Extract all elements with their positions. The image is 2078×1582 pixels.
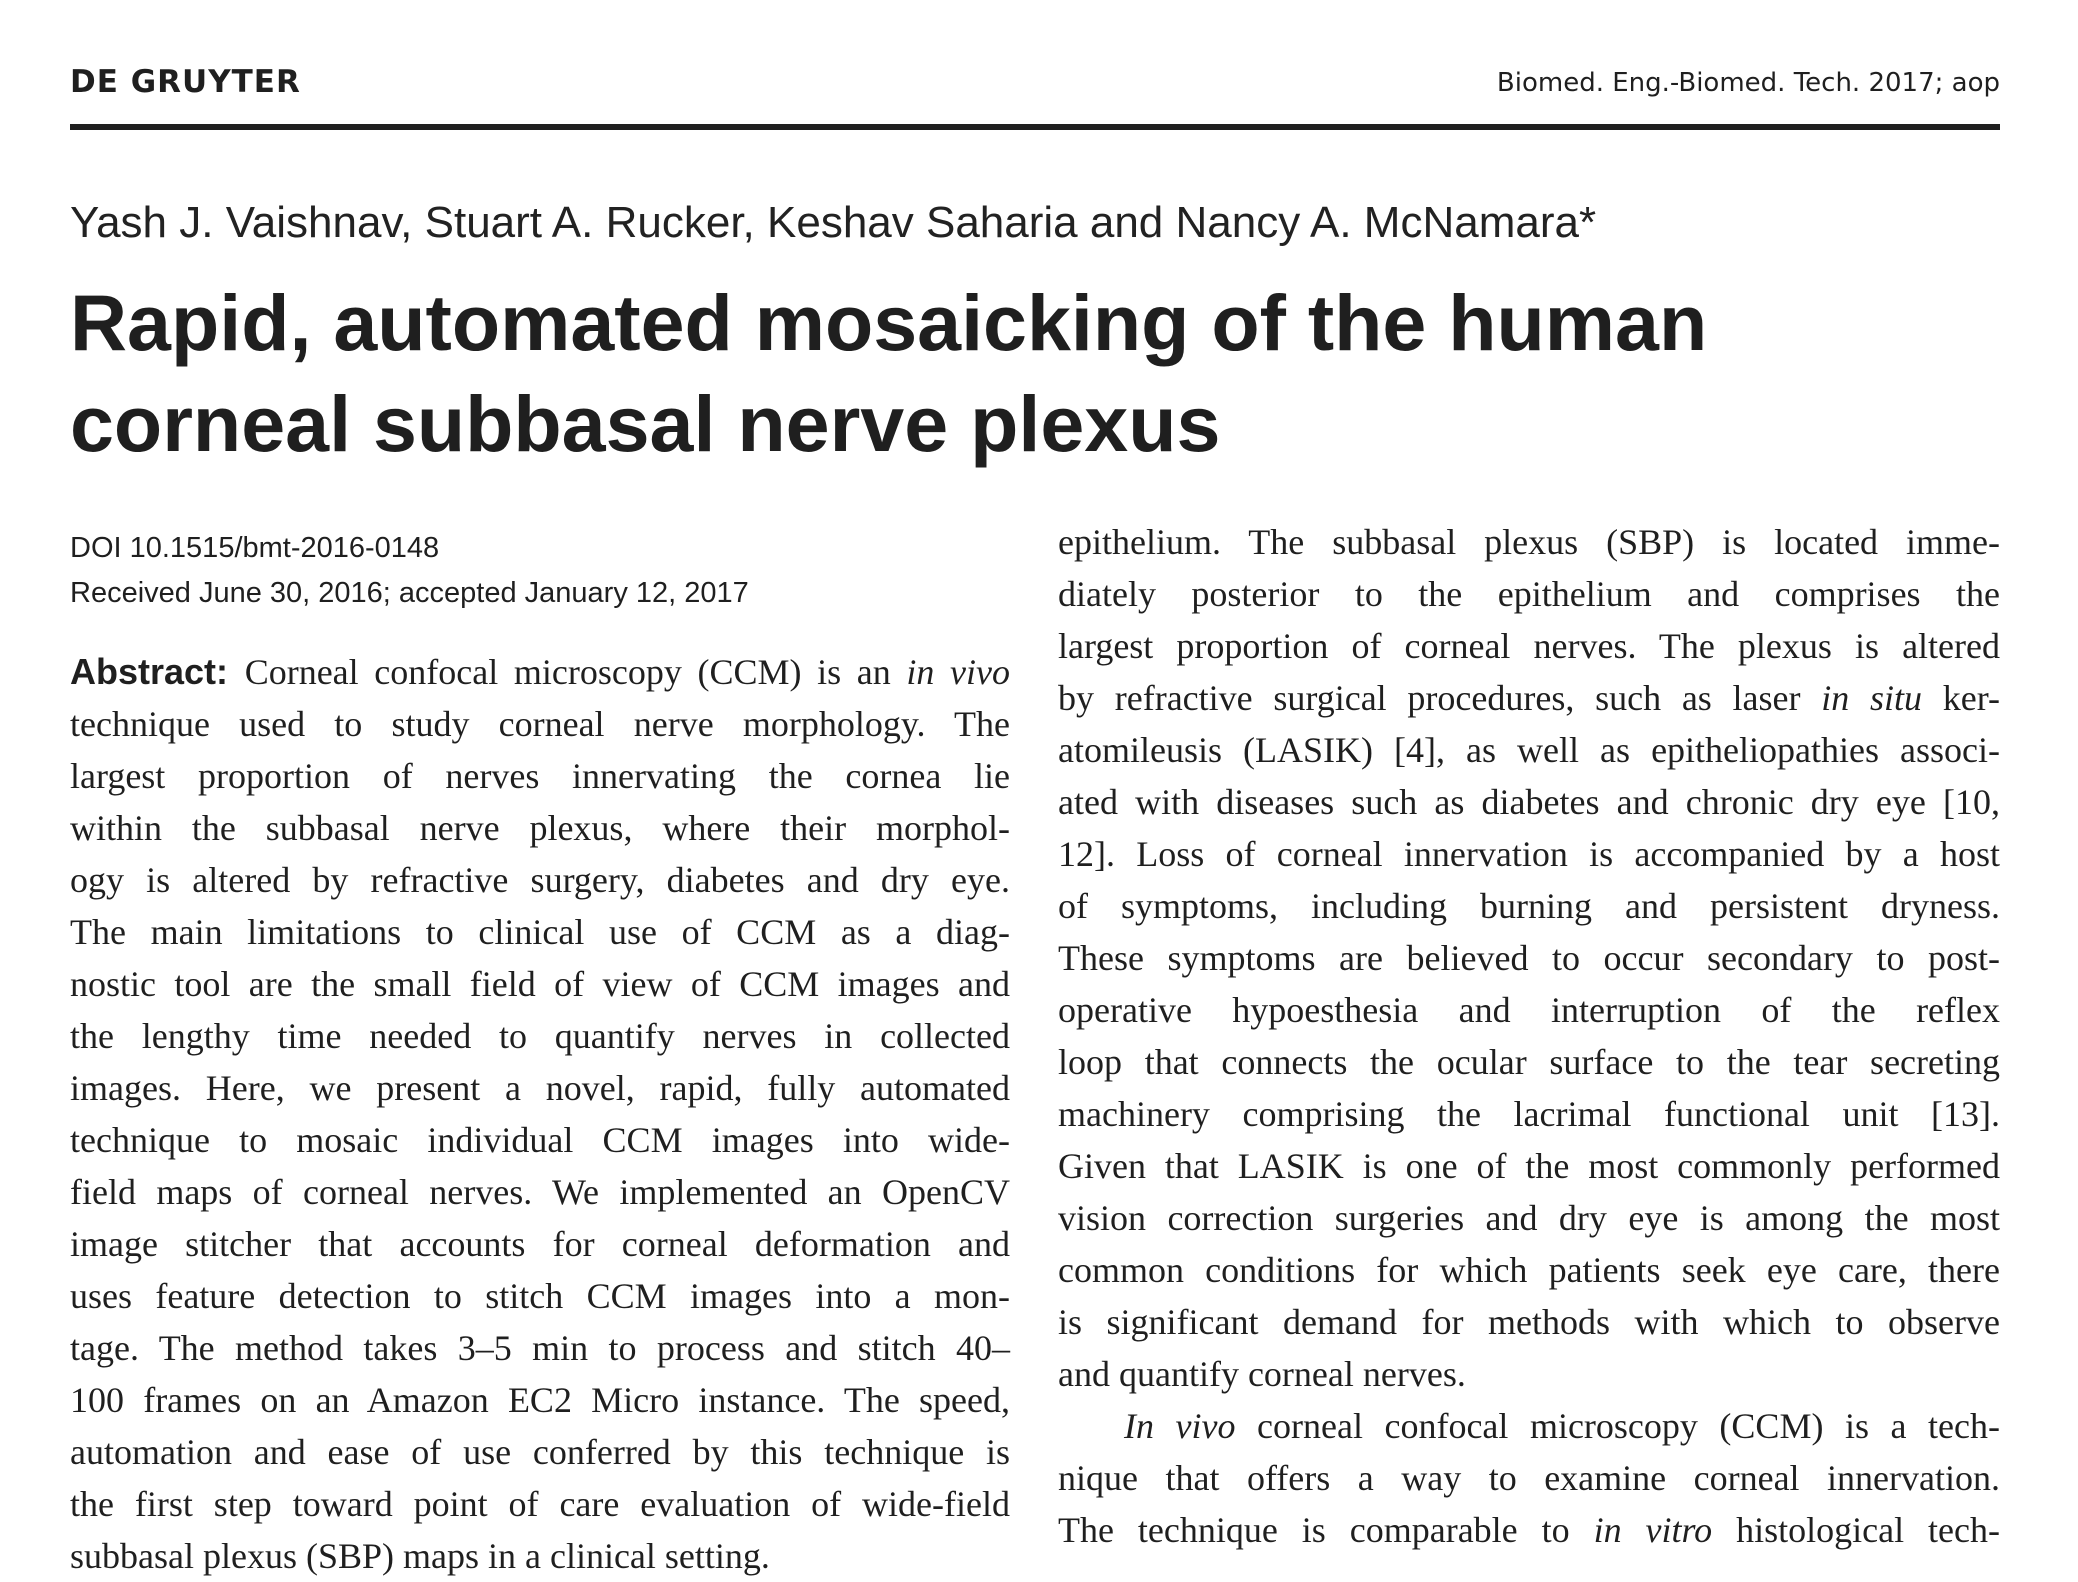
body-line: These symptoms are believed to occur secondary to post- [1058,938,2000,978]
publisher-name: DE GRUYTER [70,64,301,100]
abstract-line: Abstract: Corneal confocal microscopy (CCM) is an in vivo [70,651,1011,692]
doi: DOI 10.1515/bmt-2016-0148 [70,532,440,564]
body-text-column [1058,516,2000,1552]
header-rule [70,124,2000,130]
abstract-line: The main limitations to clinical use of CCM as a diag- [70,912,1010,952]
body-line: In vivo corneal confocal microscopy (CCM) is a tech- [1124,1406,2000,1446]
abstract-line: images. Here, we present a novel, rapid, fully automated [70,1068,1010,1108]
body-line: machinery comprising the lacrimal functional unit [13]. [1058,1094,2000,1134]
body-line: of symptoms, including burning and persistent dryness. [1058,886,2000,926]
abstract-line: the lengthy time needed to quantify nerves in collected [70,1016,1010,1056]
body-line: epithelium. The subbasal plexus (SBP) is located imme- [1058,522,2000,562]
article-metadata [70,526,1030,616]
body-line: common conditions for which patients seek eye care, there [1058,1250,2000,1290]
body-line: 12]. Loss of corneal innervation is accompanied by a host [1058,834,2000,874]
abstract-line: image stitcher that accounts for corneal deformation and [70,1224,1010,1264]
abstract-line: ogy is altered by refractive surgery, diabetes and dry eye. [70,860,1010,900]
abstract-line: field maps of corneal nerves. We implemented an OpenCV [70,1172,1010,1212]
abstract-line: the first step toward point of care evaluation of wide-field [70,1484,1010,1524]
body-line: atomileusis (LASIK) [4], as well as epitheliopathies associ- [1058,730,2000,770]
abstract-line: within the subbasal nerve plexus, where their morphol- [70,808,1010,848]
body-line: operative hypoesthesia and interruption of the reflex [1058,990,2000,1030]
body-line: diately posterior to the epithelium and comprises the [1058,574,2000,614]
body-line: Given that LASIK is one of the most commonly performed [1058,1146,2000,1186]
abstract-line: technique used to study corneal nerve morphology. The [70,704,1010,744]
abstract-column [70,646,1011,1576]
abstract-label: Abstract: [70,651,245,692]
article-title [70,272,1970,474]
body-line: largest proportion of corneal nerves. The plexus is altered [1058,626,2000,666]
body-line: by refractive surgical procedures, such as laser in situ ker- [1058,678,2001,718]
abstract-line: 100 frames on an Amazon EC2 Micro instance. The speed, [70,1380,1010,1420]
abstract-line: automation and ease of use conferred by this technique is [70,1432,1010,1472]
body-line: and quantify corneal nerves. [1058,1354,1466,1394]
body-line: ated with diseases such as diabetes and chronic dry eye [10, [1058,782,2000,822]
body-line: The technique is comparable to in vitro histological tech- [1058,1510,2000,1550]
body-line: is significant demand for methods with which to observe [1058,1302,2000,1342]
title-line-2: corneal subbasal nerve plexus [70,379,1221,468]
abstract-line: uses feature detection to stitch CCM images into a mon- [70,1276,1010,1316]
abstract-line: largest proportion of nerves innervating the cornea lie [70,756,1010,796]
abstract-line: subbasal plexus (SBP) maps in a clinical setting. [70,1536,770,1576]
title-line-1: Rapid, automated mosaicking of the human [70,278,1708,367]
abstract-line: technique to mosaic individual CCM images into wide- [70,1120,1010,1160]
body-line: vision correction surgeries and dry eye is among the most [1058,1198,2000,1238]
abstract-line: tage. The method takes 3–5 min to process and stitch 40– [70,1328,1010,1368]
abstract-line: nostic tool are the small field of view of CCM images and [70,964,1010,1004]
received-accepted-dates: Received June 30, 2016; accepted January 12, 2017 [70,577,749,609]
author-list: Yash J. Vaishnav, Stuart A. Rucker, Keshav Saharia and Nancy A. McNamara* [70,198,1597,247]
body-line: nique that offers a way to examine corneal innervation. [1058,1458,2000,1498]
journal-reference: Biomed. Eng.-Biomed. Tech. 2017; aop [1496,68,2000,98]
body-line: loop that connects the ocular surface to the tear secreting [1058,1042,2000,1082]
